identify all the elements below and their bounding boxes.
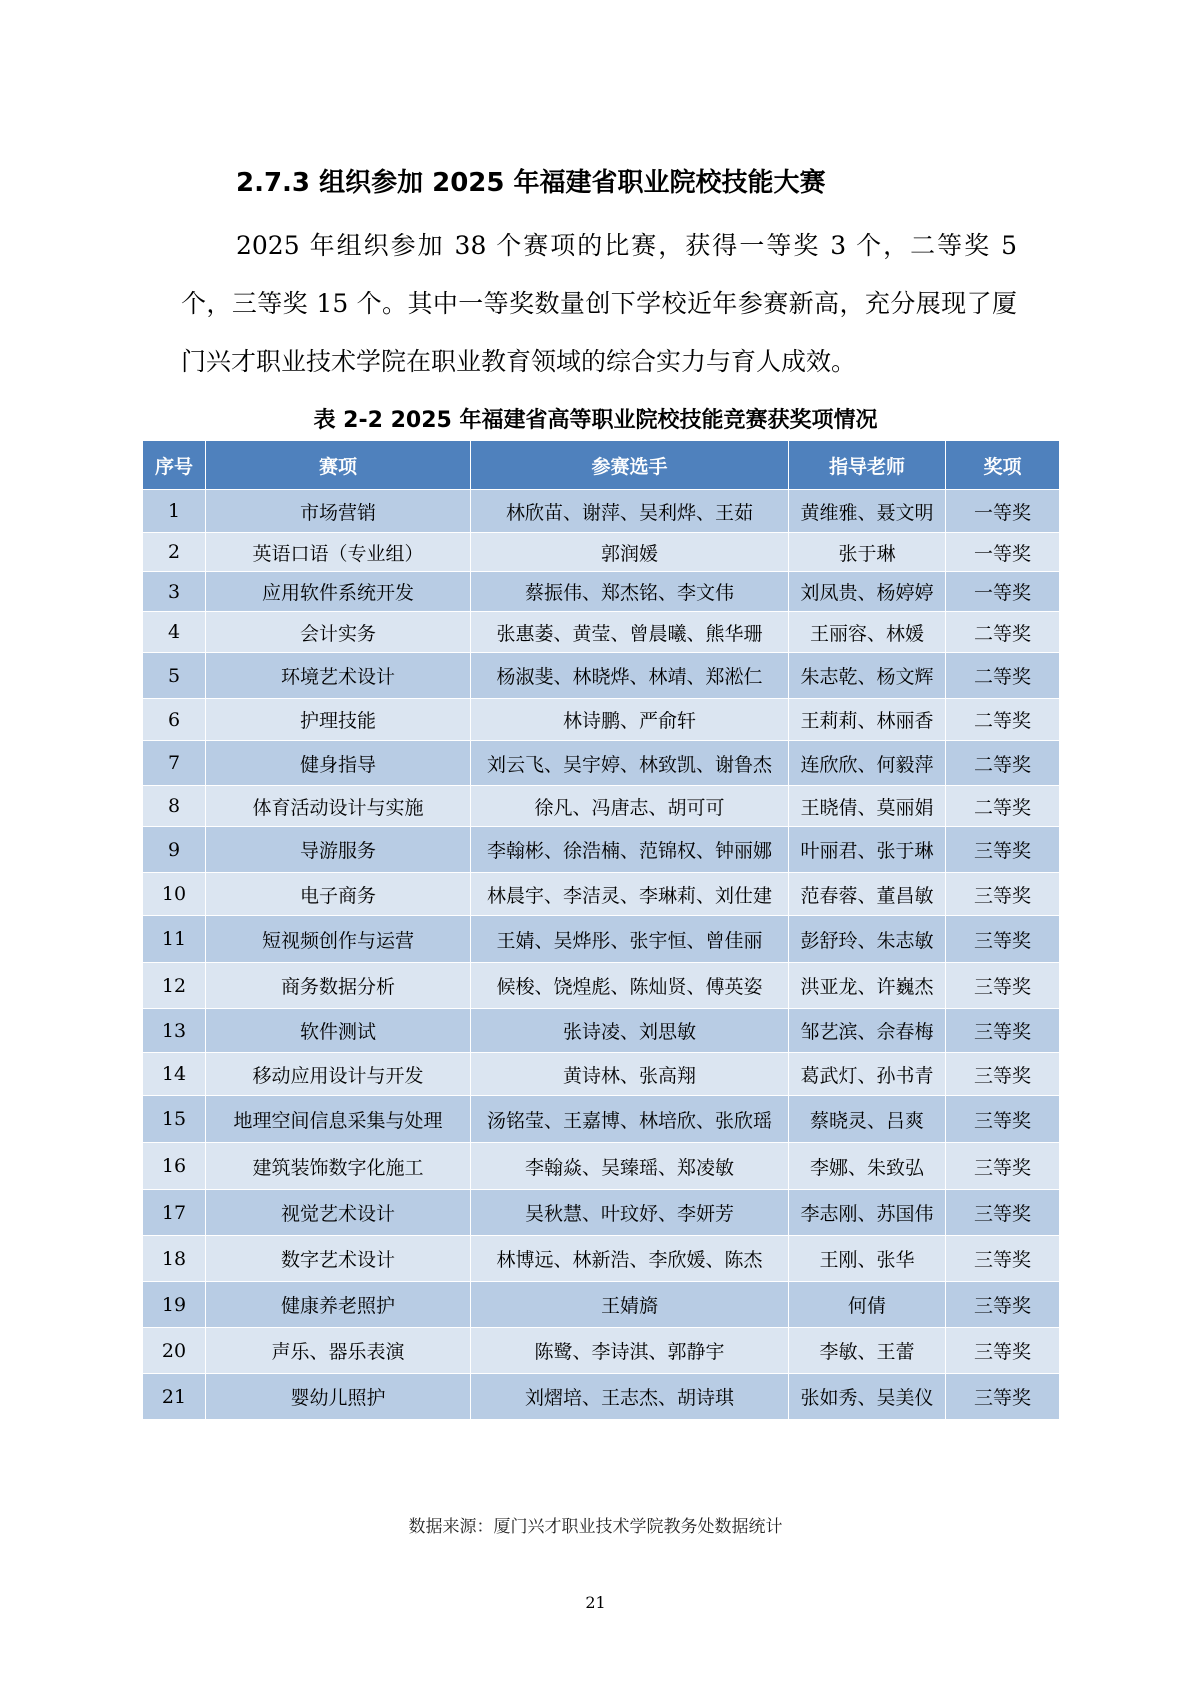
cell-contestants: 郭润媛 xyxy=(471,533,789,572)
cell-index: 11 xyxy=(143,916,206,963)
cell-index: 9 xyxy=(143,827,206,873)
header-award: 奖项 xyxy=(946,441,1060,490)
cell-award: 三等奖 xyxy=(946,1096,1060,1143)
cell-contestants: 李翰彬、徐浩楠、范锦权、钟丽娜 xyxy=(471,827,789,873)
table-row xyxy=(143,1190,1060,1236)
table-row xyxy=(143,1096,1060,1143)
cell-award: 三等奖 xyxy=(946,827,1060,873)
cell-advisors: 邹艺滨、佘春梅 xyxy=(789,1009,946,1053)
table-row xyxy=(143,1236,1060,1282)
cell-contestants: 李翰焱、吴臻瑶、郑凌敏 xyxy=(471,1143,789,1190)
section-heading: 2.7.3 组织参加 2025 年福建省职业院校技能大赛 xyxy=(236,168,826,198)
header-index: 序号 xyxy=(143,441,206,490)
cell-advisors: 叶丽君、张于琳 xyxy=(789,827,946,873)
table-row xyxy=(143,741,1060,786)
table-row xyxy=(143,699,1060,741)
table-row xyxy=(143,1282,1060,1328)
cell-index: 5 xyxy=(143,653,206,699)
cell-award: 三等奖 xyxy=(946,963,1060,1009)
awards-table xyxy=(142,440,1060,1420)
cell-event: 短视频创作与运营 xyxy=(206,916,471,963)
cell-contestants: 林欣苗、谢萍、吴利烨、王茹 xyxy=(471,490,789,533)
cell-advisors: 彭舒玲、朱志敏 xyxy=(789,916,946,963)
cell-event: 电子商务 xyxy=(206,873,471,916)
cell-advisors: 王莉莉、林丽香 xyxy=(789,699,946,741)
cell-award: 三等奖 xyxy=(946,1009,1060,1053)
cell-event: 建筑装饰数字化施工 xyxy=(206,1143,471,1190)
cell-contestants: 林博远、林新浩、李欣媛、陈杰 xyxy=(471,1236,789,1282)
cell-contestants: 林晨宇、李洁灵、李琳莉、刘仕建 xyxy=(471,873,789,916)
cell-event: 视觉艺术设计 xyxy=(206,1190,471,1236)
cell-award: 三等奖 xyxy=(946,873,1060,916)
table-row xyxy=(143,963,1060,1009)
cell-contestants: 刘云飞、吴宇婷、林致凯、谢鲁杰 xyxy=(471,741,789,786)
table-row xyxy=(143,916,1060,963)
cell-advisors: 张于琳 xyxy=(789,533,946,572)
cell-index: 18 xyxy=(143,1236,206,1282)
cell-award: 三等奖 xyxy=(946,1328,1060,1374)
cell-contestants: 吴秋慧、叶玟妤、李妍芳 xyxy=(471,1190,789,1236)
cell-event: 体育活动设计与实施 xyxy=(206,786,471,827)
cell-index: 15 xyxy=(143,1096,206,1143)
cell-contestants: 汤铭莹、王嘉博、林培欣、张欣瑶 xyxy=(471,1096,789,1143)
cell-index: 7 xyxy=(143,741,206,786)
cell-award: 三等奖 xyxy=(946,1053,1060,1096)
header-advisors: 指导老师 xyxy=(789,441,946,490)
table-row xyxy=(143,490,1060,533)
header-contestants: 参赛选手 xyxy=(471,441,789,490)
cell-contestants: 徐凡、冯唐志、胡可可 xyxy=(471,786,789,827)
cell-advisors: 刘凤贵、杨婷婷 xyxy=(789,572,946,612)
table-caption: 表 2-2 2025 年福建省高等职业院校技能竞赛获奖项情况 xyxy=(313,408,878,433)
cell-index: 17 xyxy=(143,1190,206,1236)
cell-award: 二等奖 xyxy=(946,741,1060,786)
cell-advisors: 连欣欣、何毅萍 xyxy=(789,741,946,786)
cell-index: 21 xyxy=(143,1374,206,1420)
cell-advisors: 李娜、朱致弘 xyxy=(789,1143,946,1190)
cell-contestants: 陈鹭、李诗淇、郭静宇 xyxy=(471,1328,789,1374)
cell-contestants: 刘熠培、王志杰、胡诗琪 xyxy=(471,1374,789,1420)
cell-award: 二等奖 xyxy=(946,786,1060,827)
cell-contestants: 黄诗林、张高翔 xyxy=(471,1053,789,1096)
cell-event: 会计实务 xyxy=(206,612,471,653)
cell-award: 二等奖 xyxy=(946,699,1060,741)
table-row xyxy=(143,612,1060,653)
table-row xyxy=(143,786,1060,827)
cell-index: 2 xyxy=(143,533,206,572)
cell-event: 声乐、器乐表演 xyxy=(206,1328,471,1374)
cell-advisors: 蔡晓灵、吕爽 xyxy=(789,1096,946,1143)
cell-index: 20 xyxy=(143,1328,206,1374)
table-header xyxy=(143,441,1060,490)
table-row xyxy=(143,572,1060,612)
cell-contestants: 王婧旖 xyxy=(471,1282,789,1328)
cell-event: 健康养老照护 xyxy=(206,1282,471,1328)
cell-advisors: 李志刚、苏国伟 xyxy=(789,1190,946,1236)
cell-event: 地理空间信息采集与处理 xyxy=(206,1096,471,1143)
cell-advisors: 朱志乾、杨文辉 xyxy=(789,653,946,699)
cell-advisors: 洪亚龙、许巍杰 xyxy=(789,963,946,1009)
cell-advisors: 李敏、王蕾 xyxy=(789,1328,946,1374)
cell-advisors: 王丽容、林媛 xyxy=(789,612,946,653)
cell-advisors: 葛武灯、孙书青 xyxy=(789,1053,946,1096)
cell-event: 移动应用设计与开发 xyxy=(206,1053,471,1096)
cell-award: 三等奖 xyxy=(946,1236,1060,1282)
cell-event: 导游服务 xyxy=(206,827,471,873)
table-row xyxy=(143,1009,1060,1053)
cell-index: 6 xyxy=(143,699,206,741)
cell-contestants: 杨淑斐、林晓烨、林靖、郑淞仁 xyxy=(471,653,789,699)
cell-contestants: 蔡振伟、郑杰铭、李文伟 xyxy=(471,572,789,612)
cell-index: 12 xyxy=(143,963,206,1009)
cell-event: 护理技能 xyxy=(206,699,471,741)
page-number: 21 xyxy=(585,1593,606,1612)
cell-award: 三等奖 xyxy=(946,1374,1060,1420)
cell-contestants: 张诗凌、刘思敏 xyxy=(471,1009,789,1053)
cell-award: 三等奖 xyxy=(946,1190,1060,1236)
cell-event: 应用软件系统开发 xyxy=(206,572,471,612)
cell-contestants: 林诗鹏、严俞轩 xyxy=(471,699,789,741)
cell-advisors: 王刚、张华 xyxy=(789,1236,946,1282)
cell-index: 13 xyxy=(143,1009,206,1053)
paragraph-text: 2025 年组织参加 38 个赛项的比赛，获得一等奖 3 个，二等奖 5 个，三等奖 15 个。其中一等奖数量创下学校近年参赛新高，充分展现了厦门兴才职业技术学院在职业教育领域的综合实力与育人成效。 xyxy=(181,231,1017,376)
cell-contestants: 候梭、饶煌彪、陈灿贤、傅英姿 xyxy=(471,963,789,1009)
cell-advisors: 何倩 xyxy=(789,1282,946,1328)
cell-award: 三等奖 xyxy=(946,916,1060,963)
cell-event: 市场营销 xyxy=(206,490,471,533)
cell-advisors: 范春蓉、董昌敏 xyxy=(789,873,946,916)
header-event: 赛项 xyxy=(206,441,471,490)
table-header-row xyxy=(143,441,1060,490)
cell-advisors: 王晓倩、莫丽娟 xyxy=(789,786,946,827)
cell-award: 三等奖 xyxy=(946,1143,1060,1190)
cell-index: 4 xyxy=(143,612,206,653)
cell-contestants: 王婧、吴烨彤、张宇恒、曾佳丽 xyxy=(471,916,789,963)
cell-advisors: 黄维雅、聂文明 xyxy=(789,490,946,533)
cell-award: 三等奖 xyxy=(946,1282,1060,1328)
cell-event: 软件测试 xyxy=(206,1009,471,1053)
cell-contestants: 张惠萎、黄莹、曾晨曦、熊华珊 xyxy=(471,612,789,653)
cell-event: 数字艺术设计 xyxy=(206,1236,471,1282)
cell-award: 一等奖 xyxy=(946,490,1060,533)
table-row xyxy=(143,827,1060,873)
cell-event: 环境艺术设计 xyxy=(206,653,471,699)
table-body xyxy=(143,490,1060,1420)
body-paragraph xyxy=(181,217,1017,391)
cell-index: 8 xyxy=(143,786,206,827)
table-row xyxy=(143,653,1060,699)
cell-award: 一等奖 xyxy=(946,572,1060,612)
table-row xyxy=(143,1143,1060,1190)
cell-index: 3 xyxy=(143,572,206,612)
cell-award: 一等奖 xyxy=(946,533,1060,572)
cell-event: 商务数据分析 xyxy=(206,963,471,1009)
cell-award: 二等奖 xyxy=(946,653,1060,699)
cell-index: 19 xyxy=(143,1282,206,1328)
cell-index: 16 xyxy=(143,1143,206,1190)
cell-index: 10 xyxy=(143,873,206,916)
cell-index: 14 xyxy=(143,1053,206,1096)
table-row xyxy=(143,1328,1060,1374)
data-source-note: 数据来源：厦门兴才职业技术学院教务处数据统计 xyxy=(408,1517,783,1537)
table-row xyxy=(143,1053,1060,1096)
cell-award: 二等奖 xyxy=(946,612,1060,653)
table-row xyxy=(143,873,1060,916)
cell-index: 1 xyxy=(143,490,206,533)
cell-event: 婴幼儿照护 xyxy=(206,1374,471,1420)
cell-event: 英语口语（专业组） xyxy=(206,533,471,572)
table-row xyxy=(143,533,1060,572)
cell-event: 健身指导 xyxy=(206,741,471,786)
table-row xyxy=(143,1374,1060,1420)
cell-advisors: 张如秀、吴美仪 xyxy=(789,1374,946,1420)
